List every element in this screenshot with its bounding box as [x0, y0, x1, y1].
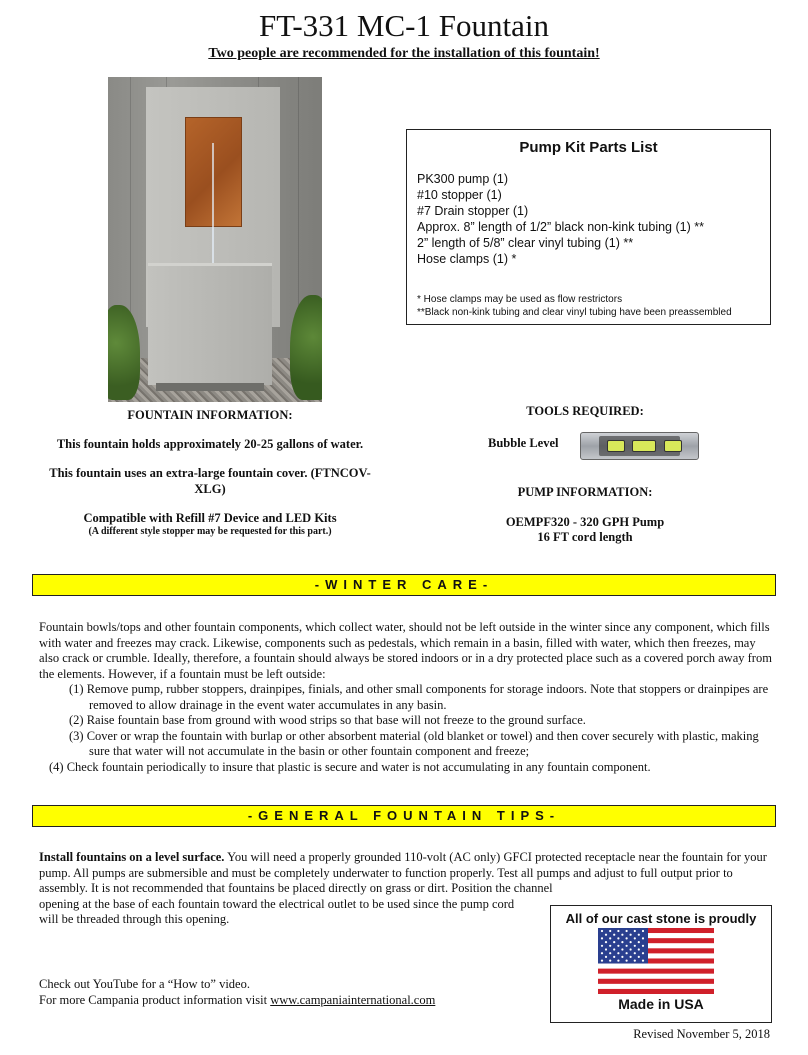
- pump-info-heading: PUMP INFORMATION:: [517, 485, 653, 499]
- pump-kit-title: Pump Kit Parts List: [519, 139, 658, 156]
- more-info-line: [39, 992, 435, 1008]
- more-info-prefix: For more Campania product information visit: [39, 993, 271, 1007]
- tips-body-cont: opening at the base of each fountain toward the electrical outlet to be used since the pump cord will be threaded through this opening.: [39, 896, 515, 926]
- list-item: (3) Cover or wrap the fountain with burlap or other absorbent material (old blanket or towel) and then cover securely with plastic, making sure that water will not accumulate in the basin or other fountain component and freeze;: [69, 728, 759, 758]
- usa-badge-heading: All of our cast stone is proudly: [565, 911, 757, 926]
- pump-kit-notes: [417, 293, 770, 319]
- fountain-compat: Compatible with Refill #7 Device and LED Kits: [83, 511, 337, 525]
- made-in-usa-badge: [550, 905, 772, 1023]
- list-item: Approx. 8” length of 1/2” black non-kink tubing (1) **: [417, 220, 704, 234]
- winter-care-bar: -WINTER CARE-: [32, 574, 776, 596]
- fountain-compat-note: (A different style stopper may be requested for this part.): [88, 526, 332, 537]
- pump-info: [470, 515, 700, 545]
- pump-model: OEMPF320 - 320 GPH Pump: [505, 515, 665, 529]
- list-item: (2) Raise fountain base from ground with wood strips so that base will not freeze to the ground surface.: [69, 713, 586, 727]
- list-item: #10 stopper (1): [417, 188, 502, 202]
- list-item: #7 Drain stopper (1): [417, 204, 529, 218]
- tools-heading: TOOLS REQUIRED:: [526, 404, 644, 418]
- footer-links: [39, 976, 435, 1008]
- pump-kit-parts-box: [406, 129, 771, 325]
- usa-badge-footer: Made in USA: [618, 996, 704, 1012]
- youtube-text: Check out YouTube for a “How to” video.: [39, 977, 250, 991]
- us-flag-icon: [598, 928, 714, 994]
- list-item: PK300 pump (1): [417, 172, 509, 186]
- tips-lead: Install fountains on a level surface.: [39, 850, 225, 864]
- list-item: Hose clamps (1) *: [417, 252, 517, 266]
- pump-kit-list: [417, 171, 770, 267]
- page-subtitle: Two people are recommended for the installation of this fountain!: [208, 46, 600, 61]
- note: * Hose clamps may be used as flow restrictors: [417, 294, 623, 305]
- pump-cord: 16 FT cord length: [537, 530, 633, 544]
- winter-steps: [49, 682, 774, 775]
- list-item: (4) Check fountain periodically to insure that plastic is secure and water is not accumulating in any fountain component.: [49, 759, 651, 774]
- general-tips-bar: -GENERAL FOUNTAIN TIPS-: [32, 805, 776, 827]
- fountain-information: [40, 407, 380, 551]
- fountain-info-heading: FOUNTAIN INFORMATION:: [127, 408, 293, 422]
- tips-body: You will need a properly grounded 110-volt (AC only) GFCI protected receptacle near the fountain for your pump. All pumps are submersible and must be completely underwater to function properly. Test all pumps and adjust to full output prior to assembly. It is not recommended that fountains be placed directly on grass or dirt. Position the channel: [39, 850, 767, 895]
- product-photo: [108, 77, 322, 402]
- revised-date: Revised November 5, 2018: [633, 1027, 770, 1041]
- page-title: FT-331 MC-1 Fountain: [259, 8, 549, 43]
- fountain-capacity: This fountain holds approximately 20-25 gallons of water.: [56, 437, 364, 451]
- fountain-cover: This fountain uses an extra-large fountain cover. (FTNCOV-XLG): [49, 466, 371, 496]
- campania-link[interactable]: www.campaniainternational.com: [270, 993, 436, 1007]
- list-item: 2” length of 5/8” clear vinyl tubing (1) **: [417, 236, 634, 250]
- winter-care-text: [39, 620, 774, 775]
- note: **Black non-kink tubing and clear vinyl tubing have been preassembled: [417, 307, 732, 318]
- bubble-level-icon: [580, 432, 699, 460]
- list-item: (1) Remove pump, rubber stoppers, drainpipes, finials, and other small components for storage indoors. Note that stoppers or drainpipes are removed to allow drainage in the event water accumulates in any basin.: [69, 682, 769, 712]
- bubble-level-label: Bubble Level: [488, 436, 559, 450]
- winter-intro: Fountain bowls/tops and other fountain components, which collect water, should not be left outside in the winter since any component, which fills with water and freezes may crack. Likewise, components such as pedestals, which remain in a basin, filled with water, which then freezes, may also crack or crumble. Ideally, therefore, a fountain should always be stored indoors or in a dry protected place such as a covered porch away from the elements. However, if a fountain must be left outside:: [39, 620, 772, 681]
